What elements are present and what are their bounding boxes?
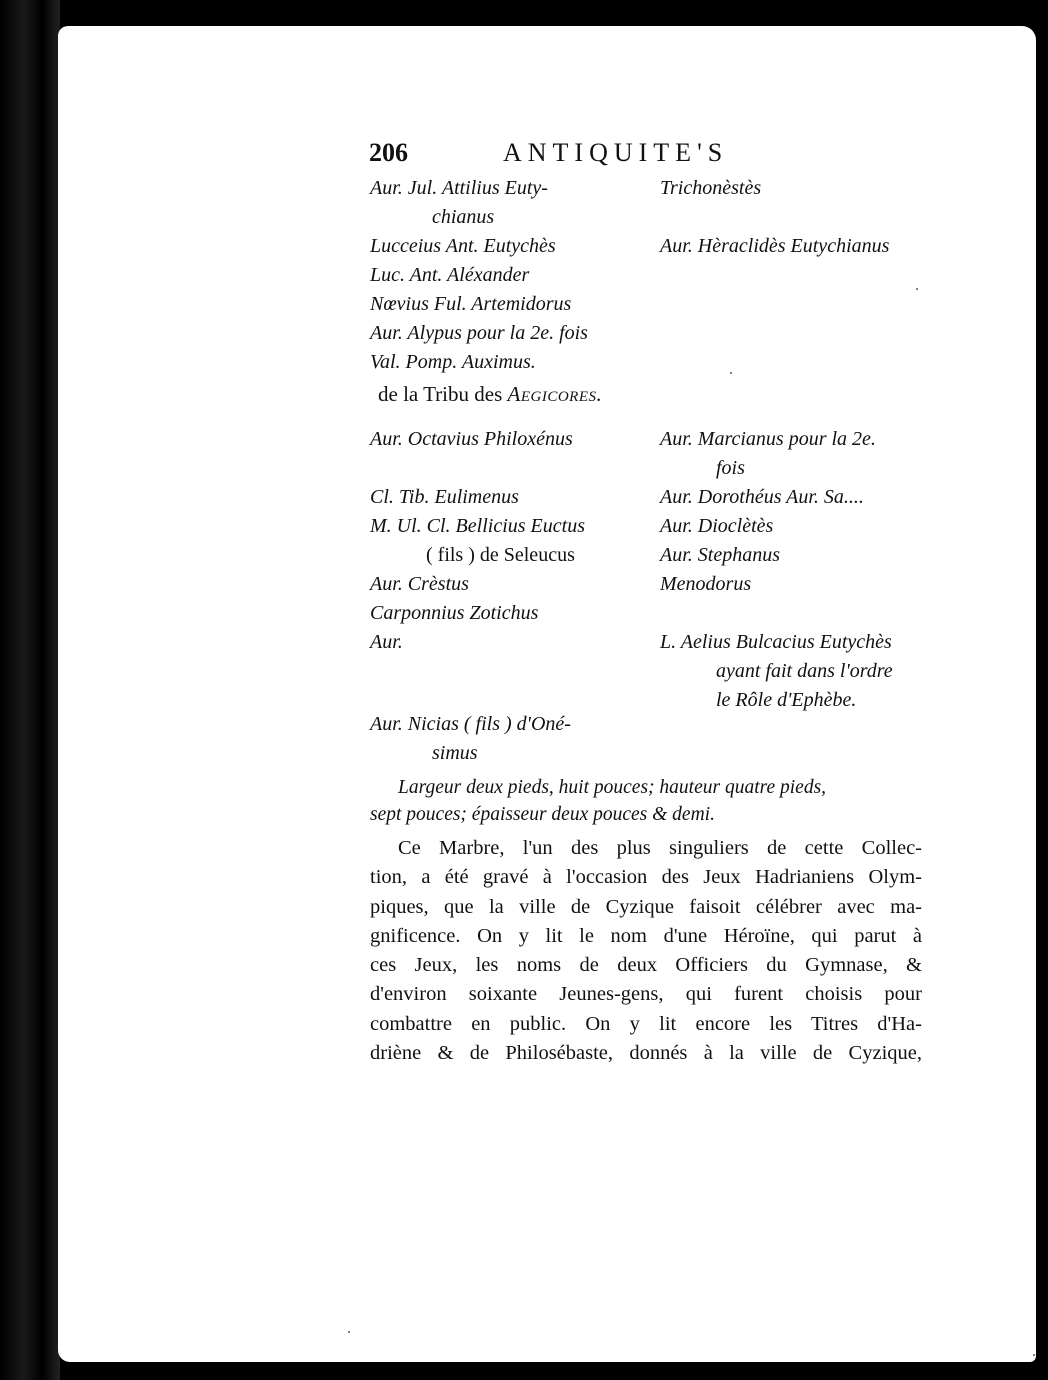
name-line: Aur. Jul. Attilius Euty- bbox=[370, 177, 548, 199]
blank-line bbox=[660, 599, 950, 628]
names-top-right bbox=[660, 174, 950, 261]
name-line: Aur. Alypus pour la 2e. fois bbox=[370, 322, 588, 344]
tribe-name: Aegicores. bbox=[507, 382, 603, 406]
book-page bbox=[58, 26, 1036, 1362]
running-head bbox=[369, 138, 789, 168]
name-line: Cl. Tib. Eulimenus bbox=[370, 486, 519, 508]
running-title: ANTIQUITE'S bbox=[503, 138, 729, 167]
body-paragraph bbox=[370, 834, 922, 1068]
name-line: Nœvius Ful. Artemidorus bbox=[370, 293, 572, 315]
name-line: Val. Pomp. Auximus. bbox=[370, 351, 536, 373]
names-bottom-right bbox=[660, 425, 950, 715]
name-line: Aur. Crèstus bbox=[370, 573, 469, 595]
name-line: Aur. Stephanus bbox=[660, 544, 780, 566]
body-line: Ce Marbre, l'un des plus singuliers de cette Collec- bbox=[398, 837, 922, 859]
body-line: piques, que la ville de Cyzique faisoit célébrer avec ma- bbox=[370, 895, 922, 918]
body-line: combattre en public. On y lit encore les Titres d'Ha- bbox=[370, 1012, 922, 1035]
body-line: gnificence. On y lit le nom d'une Héroïne, qui parut à bbox=[370, 924, 922, 947]
name-line: Carponnius Zotichus bbox=[370, 602, 539, 624]
dimensions-line: Largeur deux pieds, huit pouces; hauteur quatre pieds, bbox=[398, 777, 827, 798]
name-line: ayant fait dans l'ordre bbox=[716, 660, 893, 682]
name-line: Aur. Dorothéus Aur. Sa.... bbox=[660, 486, 864, 508]
names-bottom-left bbox=[370, 425, 660, 657]
name-line: le Rôle d'Ephèbe. bbox=[716, 689, 857, 711]
name-line: Aur. Nicias ( fils ) d'Oné- bbox=[370, 713, 571, 735]
scan-speck bbox=[916, 288, 918, 290]
scan-binding-edge bbox=[0, 0, 60, 1380]
name-line: Luc. Ant. Aléxander bbox=[370, 264, 530, 286]
name-line: Aur. Marcianus pour la 2e. bbox=[660, 428, 876, 450]
name-line: simus bbox=[432, 742, 478, 764]
tribe-prefix: de la Tribu des bbox=[378, 382, 503, 406]
name-line: Trichonèstès bbox=[660, 177, 762, 199]
scan-speck bbox=[348, 1331, 350, 1333]
name-line: Menodorus bbox=[660, 573, 752, 595]
dimensions-note bbox=[370, 774, 922, 828]
name-line: Aur. Octavius Philoxénus bbox=[370, 428, 573, 450]
scan-speck bbox=[730, 372, 732, 374]
dimensions-line: sept pouces; épaisseur deux pouces & demi. bbox=[370, 804, 715, 825]
name-line: Aur. Dioclètès bbox=[660, 515, 774, 537]
body-line: tion, a été gravé à l'occasion des Jeux Hadrianiens Olym- bbox=[370, 866, 922, 889]
scan-speck bbox=[1033, 1354, 1035, 1356]
body-line: driène & de Philosébaste, donnés à la ville de Cyzique, bbox=[370, 1042, 922, 1065]
name-line: M. Ul. Cl. Bellicius Euctus bbox=[370, 515, 585, 537]
name-line: Aur. Hèraclidès Eutychianus bbox=[660, 235, 890, 257]
blank-line bbox=[660, 203, 950, 232]
name-line: Lucceius Ant. Eutychès bbox=[370, 235, 556, 257]
name-line: fois bbox=[716, 457, 745, 479]
page-number: 206 bbox=[369, 138, 408, 167]
names-last-left bbox=[370, 710, 660, 768]
names-top-left bbox=[370, 174, 660, 377]
blank-line bbox=[370, 454, 660, 483]
name-line: Aur. bbox=[370, 631, 403, 653]
name-line: ( fils ) de Seleucus bbox=[426, 544, 575, 566]
body-line: d'environ soixante Jeunes-gens, qui furent choisis pour bbox=[370, 983, 922, 1006]
tribe-heading bbox=[378, 382, 602, 407]
body-line: ces Jeux, les noms de deux Officiers du Gymnase, & bbox=[370, 954, 922, 977]
name-line: chianus bbox=[432, 206, 495, 228]
name-line: L. Aelius Bulcacius Eutychès bbox=[660, 631, 892, 653]
